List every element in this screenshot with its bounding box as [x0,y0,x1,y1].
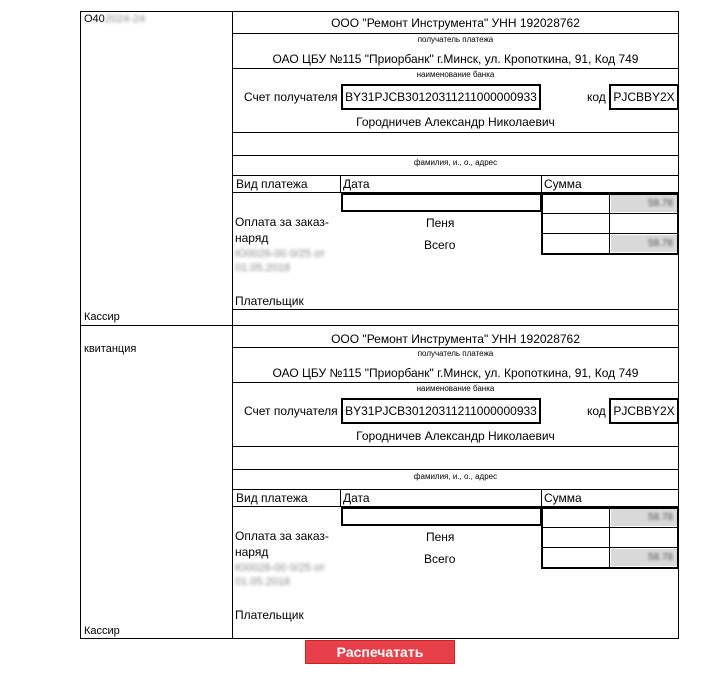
line [609,507,610,569]
payer-name: Городничев Александр Николаевич [356,115,555,129]
line [340,175,341,193]
line [232,489,679,490]
sum-total: 58.78 [611,235,677,252]
recipient-company: ООО "Ремонт Инструмента" УНН 192028762 [331,332,580,346]
bank-code: PJCBBY2X [609,398,679,424]
col-sum: Сумма [544,491,582,505]
payment-description: Оплата за заказ-наряд [235,215,329,245]
cashier-label: Кассир [84,625,120,637]
total-label: Всего [424,552,456,566]
line [541,213,679,214]
penalty-label: Пеня [426,530,455,544]
line [232,347,679,348]
order-number-masked: Ю0026-00 0/25 от 01.05.2018 [235,248,325,274]
col-date: Дата [343,177,370,191]
line [232,382,679,383]
line [232,68,679,69]
order-number-masked: Ю0026-00 0/25 от 01.05.2018 [235,562,325,588]
line [541,489,542,507]
receipt-divider [80,325,679,326]
recipient-company: ООО "Ремонт Инструмента" УНН 192028762 [331,16,580,30]
account-label: Счет получателя [244,404,338,418]
date-field [341,193,542,212]
payer-label: Плательщик [235,294,304,308]
sum-payment: 58.78 [611,195,677,212]
print-button[interactable]: Распечатать [305,640,455,664]
line [609,193,610,255]
cashier-label: Кассир [84,311,120,323]
bank-name: ОАО ЦБУ №115 "Приорбанк" г.Минск, ул. Кропоткина, 91, Код 749 [272,52,639,66]
total-label: Всего [424,238,456,252]
fio-caption: фамилия, и., о., адрес [413,472,498,481]
recipient-caption: получатель платежа [417,349,494,358]
line [541,233,679,234]
code-label: код [587,404,606,418]
bank-caption: наименование банка [416,384,495,393]
line [541,175,542,193]
payer-name: Городничев Александр Николаевич [356,429,555,443]
account-label: Счет получателя [244,90,338,104]
col-payment-type: Вид платежа [236,177,308,191]
receipt-title: квитанция [84,343,137,355]
sum-payment: 58.78 [611,509,677,526]
line [340,489,341,507]
line [232,446,679,447]
receipt-number: О402024-24 [84,13,146,25]
line [541,527,679,528]
bank-caption: наименование банка [416,70,495,79]
account-number: BY31PJCB30120311211000000933 [341,398,541,424]
col-date: Дата [343,491,370,505]
col-sum: Сумма [544,177,582,191]
line [232,155,679,156]
payment-description: Оплата за заказ-наряд [235,529,329,559]
bank-name: ОАО ЦБУ №115 "Приорбанк" г.Минск, ул. Кропоткина, 91, Код 749 [272,366,639,380]
line [232,175,679,176]
code-label: код [587,90,606,104]
line [232,132,679,133]
line [232,33,679,34]
line [232,469,679,470]
sum-total: 58.78 [611,549,677,566]
col-payment-type: Вид платежа [236,491,308,505]
date-field [341,507,542,526]
line [232,309,679,310]
fio-caption: фамилия, и., о., адрес [413,158,498,167]
line [541,547,679,548]
payer-label: Плательщик [235,608,304,622]
bank-code: PJCBBY2X [609,84,679,110]
penalty-label: Пеня [426,216,455,230]
account-number: BY31PJCB30120311211000000933 [341,84,541,110]
recipient-caption: получатель платежа [417,35,494,44]
